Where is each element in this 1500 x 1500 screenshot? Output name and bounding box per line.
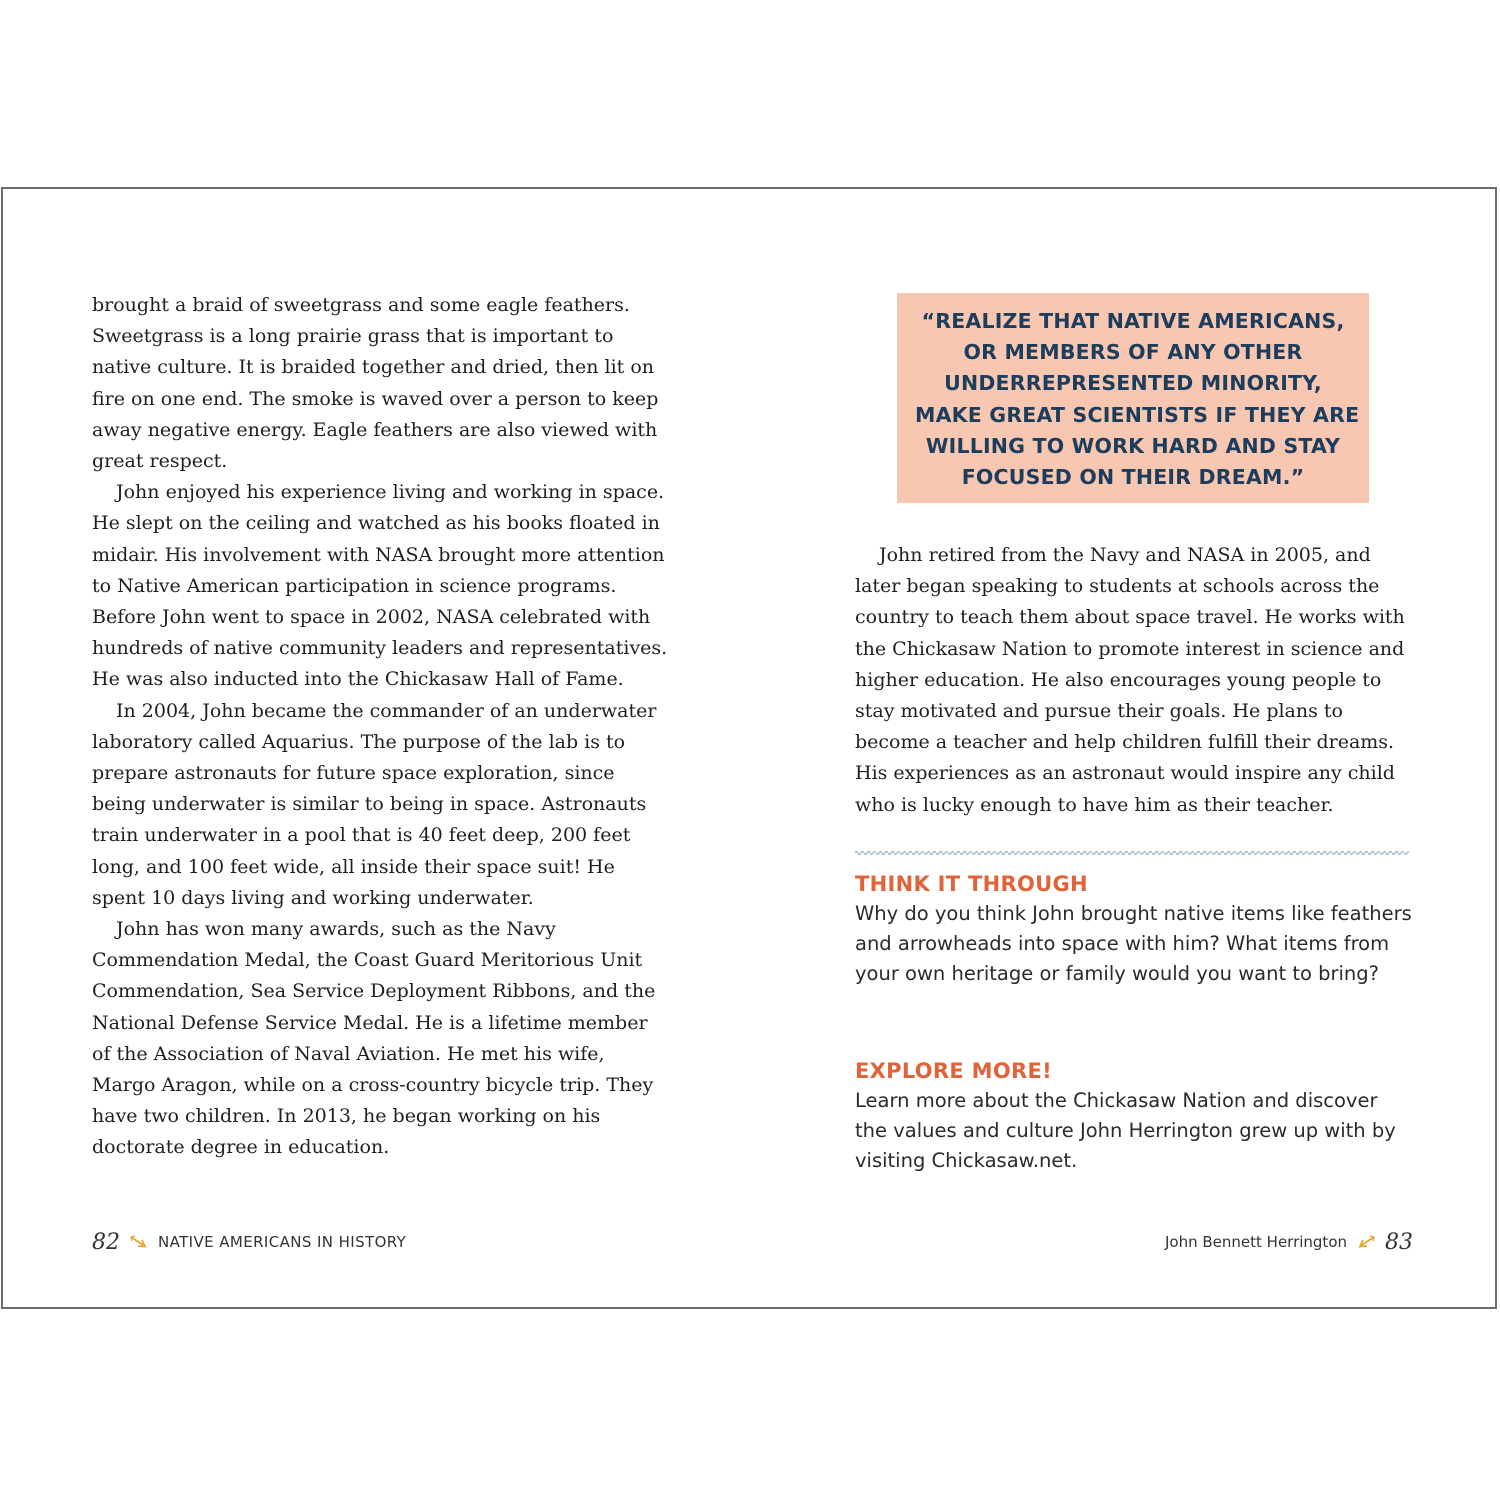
paragraph: John has won many awards, such as the Navy Commendation Medal, the Coast Guard Meritorious Unit Commendation, Sea Service Deployment Ribbons, and the National Defense Service Medal. He is a lifetime member of the Association of Naval Aviation. He met his wife, Margo Aragon, while on a cross-country bicycle trip. They have two children. In 2013, he began working on his doctorate degree in education. bbox=[92, 918, 656, 1159]
explore-more-box bbox=[855, 1056, 1415, 1176]
right-folio bbox=[1165, 1227, 1413, 1257]
page-number: 83 bbox=[1385, 1229, 1413, 1255]
running-head: John Bennett Herrington bbox=[1164, 1233, 1347, 1251]
quote-line: WILLING TO WORK HARD AND STAY bbox=[925, 433, 1341, 458]
right-body-text bbox=[855, 540, 1419, 821]
think-it-through-box bbox=[855, 869, 1415, 989]
arrow-icon bbox=[1357, 1235, 1375, 1249]
quote-line: MAKE GREAT SCIENTISTS IF THEY ARE bbox=[915, 402, 1360, 427]
left-page bbox=[3, 189, 751, 1307]
paragraph: John enjoyed his experience living and working in space. He slept on the ceiling and watched as his books floated in midair. His involvement with NASA brought more attention to Native American participation in science programs. Before John went to space in 2002, NASA celebrated with hundreds of native community leaders and representatives. He was also inducted into the Chickasaw Hall of Fame. bbox=[92, 481, 668, 691]
think-it-through-text: Why do you think John brought native items like feathers and arrowheads into space with him? What items from your own heritage or family would you want to bring? bbox=[855, 902, 1412, 985]
quote-line: UNDERREPRESENTED MINORITY, bbox=[944, 371, 1322, 396]
think-it-through-heading: THINK IT THROUGH bbox=[855, 872, 1088, 896]
arrow-icon bbox=[130, 1235, 148, 1249]
right-page bbox=[751, 189, 1499, 1307]
pull-quote bbox=[897, 293, 1369, 503]
book-spread bbox=[1, 187, 1497, 1309]
quote-line: FOCUSED ON THEIR DREAM.” bbox=[961, 465, 1305, 490]
wave-divider bbox=[855, 849, 1409, 857]
left-body-text bbox=[92, 290, 672, 1164]
explore-more-text: Learn more about the Chickasaw Nation and discover the values and culture John Herrington grew up with by visiting Chickasaw.net. bbox=[855, 1089, 1396, 1172]
explore-more-heading: EXPLORE MORE! bbox=[855, 1059, 1052, 1083]
paragraph: John retired from the Navy and NASA in 2005, and later began speaking to students at schools across the country to teach them about space travel. He works with the Chickasaw Nation to promote interest in science and higher education. He also encourages young people to stay motivated and pursue their goals. He plans to become a teacher and help children fulfill their dreams. His experiences as an astronaut would inspire any child who is lucky enough to have him as their teacher. bbox=[855, 544, 1405, 816]
page-number: 82 bbox=[92, 1229, 120, 1255]
paragraph: In 2004, John became the commander of an underwater laboratory called Aquarius. The purpose of the lab is to prepare astronauts for future space exploration, since being underwater is similar to being in space. Astronauts train underwater in a pool that is 40 feet deep, 200 feet long, and 100 feet wide, all inside their space suit! He spent 10 days living and working underwater. bbox=[92, 699, 657, 909]
running-head: NATIVE AMERICANS IN HISTORY bbox=[158, 1233, 407, 1251]
quote-line: “REALIZE THAT NATIVE AMERICANS, bbox=[921, 309, 1345, 333]
paragraph: brought a braid of sweetgrass and some eagle feathers. Sweetgrass is a long prairie grass that is important to native culture. It is braided together and dried, then lit on fire on one end. The smoke is waved over a person to keep away negative energy. Eagle feathers are also viewed with great respect. bbox=[92, 294, 659, 473]
left-folio bbox=[92, 1227, 406, 1257]
quote-line: OR MEMBERS OF ANY OTHER bbox=[963, 340, 1303, 365]
